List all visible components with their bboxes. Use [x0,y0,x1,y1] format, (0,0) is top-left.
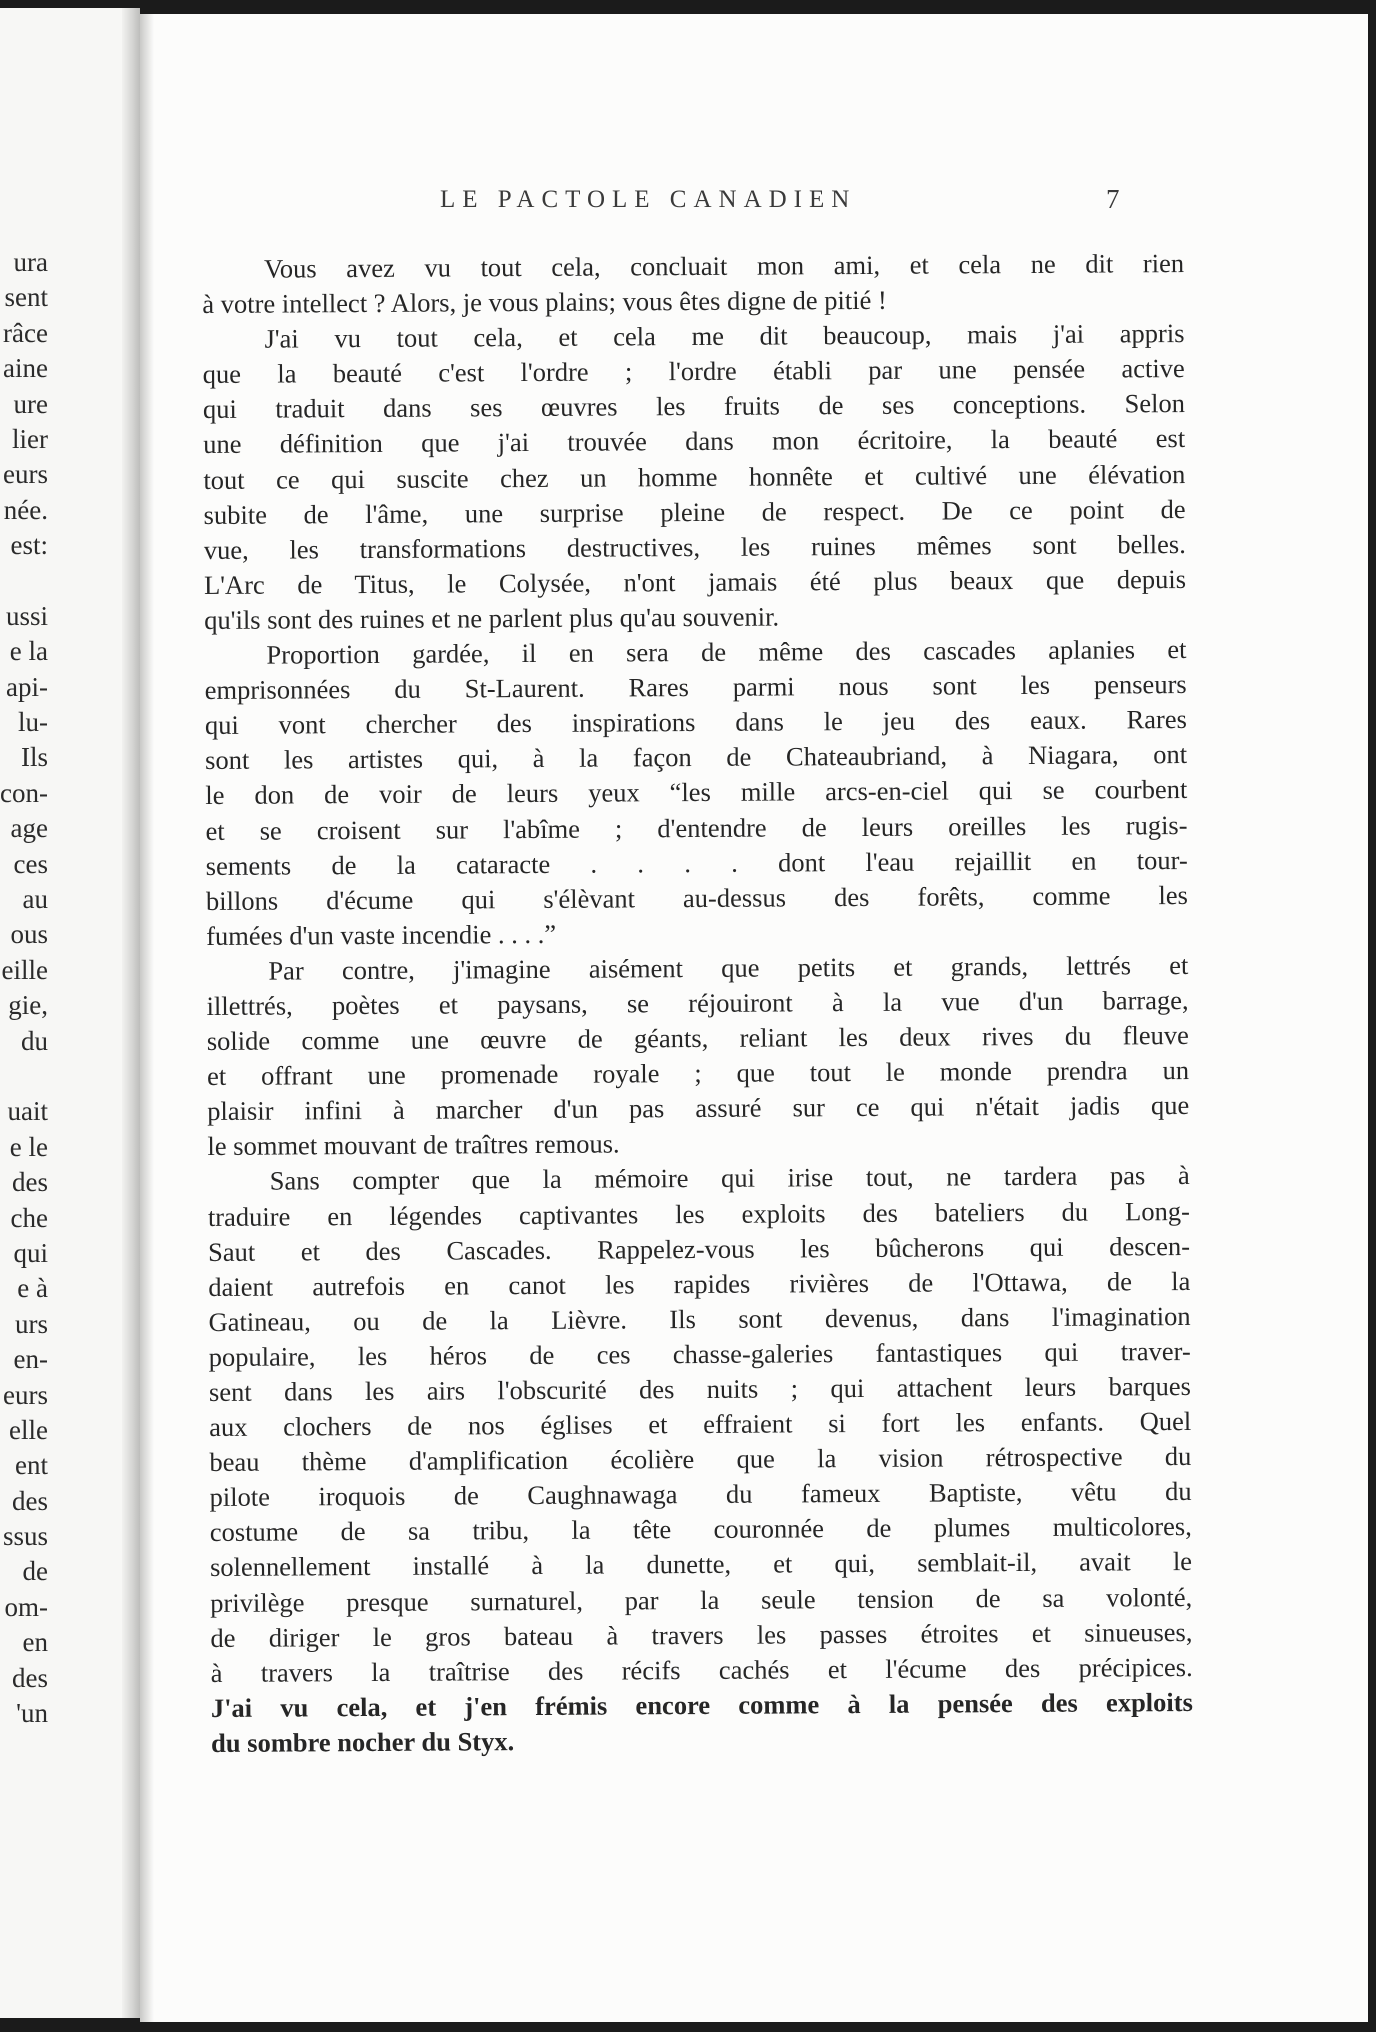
text-line: de diriger le gros bateau à travers les passes étroites et sinueuses, [210,1616,1193,1653]
text-line: Gatineau, ou de la Lièvre. Ils sont devenus, dans l'imagination [208,1300,1191,1337]
text-line: du sombre nocher du Styx. [211,1726,515,1758]
text-line: privilège presque surnaturel, par la seule tension de sa volonté, [210,1581,1193,1618]
left-page-line: 'un [16,1698,48,1729]
text-line: que la beauté c'est l'ordre ; l'ordre établi par une pensée active [202,353,1185,390]
text-line: aux clochers de nos églises et effraient si fort les enfants. Quel [209,1406,1192,1443]
text-line: solennellement installé à la dunette, et qui, semblait-il, avait le [209,1546,1193,1583]
left-page-line: con- [0,777,48,808]
left-page-line: est: [10,530,48,561]
text-line: Vous avez vu tout cela, concluait mon ami, et cela ne dit rien [264,248,1185,284]
text-line: qui traduit dans ses œuvres les fruits de ses conceptions. Selon [202,388,1186,425]
left-page-line: des [12,1167,48,1198]
left-page-line: en- [13,1344,48,1375]
text-line: solide comme une œuvre de géants, reliant les deux rives du fleuve [206,1020,1189,1057]
left-page-line: née. [3,494,48,525]
left-page-line: des [12,1485,48,1516]
text-line: illettrés, poètes et paysans, se réjouiront à la vue d'un barrage, [206,984,1189,1021]
left-page-line: urs [15,1308,48,1339]
text-line: sements de la cataracte . . . . dont l'eau rejaillit en tour- [205,844,1188,881]
left-page-line: des [12,1662,48,1693]
left-page-line: ent [15,1450,48,1481]
body-text [202,246,1193,1761]
left-page-line: en [22,1627,48,1658]
gutter-shadow [140,14,154,2022]
left-page-line [0,564,48,599]
left-page-line: ous [10,919,48,950]
left-page-line: ssus [2,1521,48,1552]
left-page-line: ura [13,247,48,277]
text-line: sent dans les airs l'obscurité des nuits ; qui attachent leurs barques [208,1370,1192,1407]
left-page-line: eille [1,954,48,985]
left-page [0,8,140,2018]
left-page-line: râce [3,317,48,348]
text-line: qui vont chercher des inspirations dans le jeu des eaux. Rares [204,704,1187,741]
text-line: pilote iroquois de Caughnawaga du fameux Baptiste, vêtu du [209,1476,1192,1513]
left-page-line: om- [4,1591,48,1622]
text-line: et se croisent sur l'abîme ; d'entendre de leurs oreilles les rugis- [205,809,1188,846]
left-page-line: ussi [5,600,48,631]
text-line: qu'ils sont des ruines et ne parlent plus qu'au souvenir. [204,601,780,635]
text-line: et offrant une promenade royale ; que tout le monde prendra un [206,1055,1190,1092]
left-page-line: qui [13,1237,48,1268]
left-page-line: elle [9,1414,48,1445]
page-number: 7 [1106,184,1120,214]
text-line: le sommet mouvant de traîtres remous. [207,1128,620,1162]
left-page-text [0,245,48,1731]
text-line: J'ai vu tout cela, et cela me dit beaucoup, mais j'ai appris [264,318,1185,354]
left-page-line: sent [4,282,48,313]
text-line: daient autrefois en canot les rapides rivières de l'Ottawa, de la [208,1265,1191,1302]
left-page-line: ure [13,388,48,419]
text-line: traduire en légendes captivantes les exploits des bateliers du Long- [207,1195,1190,1232]
left-page-line [0,1059,48,1094]
text-line: fumées d'un vaste incendie . . . .” [206,918,557,951]
text-line: Sans compter que la mémoire qui irise tout, ne tardera pas à [269,1160,1190,1197]
left-page-line: eurs [3,1379,48,1410]
left-page-line: du [21,1025,48,1056]
running-head: LE PACTOLE CANADIEN [440,186,857,213]
text-line: à votre intellect ? Alors, je vous plains; vous êtes digne de pitié ! [202,284,887,320]
left-page-line: api- [6,671,48,702]
text-line: le don de voir de leurs yeux “les mille arcs-en-ciel qui se courbent [205,774,1188,811]
left-page-line: e à [17,1273,48,1304]
text-line: tout ce qui suscite chez un homme honnête et cultivé une élévation [203,458,1186,495]
text-line: emprisonnées du St-Laurent. Rares parmi nous sont les penseurs [204,669,1187,706]
left-page-line: Ils [21,742,48,773]
text-line: une définition que j'ai trouvée dans mon écritoire, la beauté est [203,423,1186,460]
text-line: Saut et des Cascades. Rappelez-vous les bûcherons qui descen- [208,1230,1191,1267]
left-page-line: gie, [8,990,48,1021]
left-page-line: lier [12,423,48,454]
left-page-line: aine [3,353,48,384]
left-page-line: de [22,1556,48,1587]
left-page-line: che [10,1202,48,1233]
text-line: subite de l'âme, une surprise pleine de respect. De ce point de [203,493,1186,530]
text-line: populaire, les héros de ces chasse-galeries fantastiques qui traver- [208,1335,1191,1372]
text-line: Par contre, j'imagine aisément que petits et grands, lettrés et [268,949,1189,986]
left-page-line: age [10,813,48,844]
left-page-line: au [22,884,48,915]
page-gutter [122,8,140,2018]
text-line: beau thème d'amplification écolière que la vision rétrospective du [209,1441,1192,1478]
text-line: à travers la traîtrise des récifs cachés et l'écume des précipices. [210,1651,1193,1688]
text-line: Proportion gardée, il en sera de même des cascades aplanies et [266,634,1187,670]
text-line: plaisir infini à marcher d'un pas assuré sur ce qui n'était jadis que [207,1090,1190,1127]
text-line: costume de sa tribu, la tête couronnée de plumes multicolores, [209,1511,1192,1548]
left-page-line: e le [9,1131,48,1162]
left-page-line: uait [7,1096,48,1127]
text-line: vue, les transformations destructives, les ruines mêmes sont belles. [203,528,1186,565]
right-page [140,14,1368,2022]
left-page-line: eurs [3,459,48,490]
left-page-line: ces [13,848,48,879]
text-line: sont les artistes qui, à la façon de Chateaubriand, à Niagara, ont [205,739,1188,776]
text-line: billons d'écume qui s'élèvant au-dessus des forêts, comme les [205,879,1189,916]
left-page-line: lu- [18,707,48,738]
left-page-line: e la [9,636,48,667]
text-line: L'Arc de Titus, le Colysée, n'ont jamais été plus beaux que depuis [203,563,1187,600]
text-line: J'ai vu cela, et j'en frémis encore comme à la pensée des exploits [210,1686,1193,1723]
